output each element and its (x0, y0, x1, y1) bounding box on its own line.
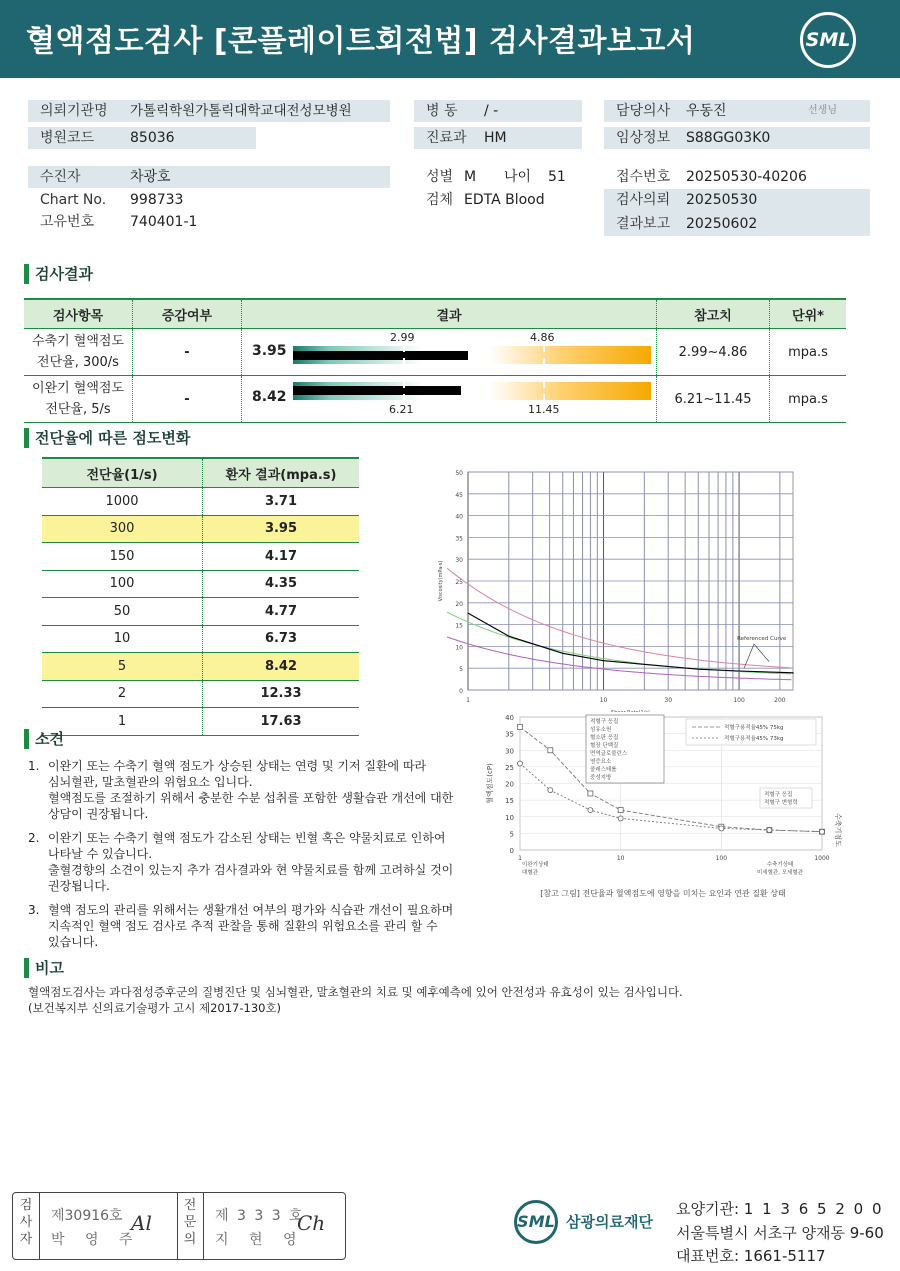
opinion-line: 혈액점도를 조절하기 위해서 충분한 수분 섭취를 포함한 생활습관 개선에 대한 (48, 791, 454, 805)
factor-item: 콜레스테롤 (590, 767, 617, 773)
doctor-field (604, 100, 870, 122)
results-header-ref: 참고치 (657, 299, 770, 329)
legend-entry: 적혈구용적율45% 73kg (724, 736, 784, 742)
gauge-low-label: 6.21 (389, 403, 414, 416)
opinion-line: 있습니다. (48, 935, 99, 949)
shear-rate: 50 (42, 598, 203, 626)
shear-rate: 2 (42, 680, 203, 708)
reference-point (719, 826, 724, 831)
result-ref: 6.21~11.45 (657, 376, 770, 423)
gauge-low-label: 2.99 (390, 331, 415, 344)
opinion-text (48, 758, 458, 822)
shear-value: 3.71 (203, 488, 360, 516)
result-row (24, 329, 846, 376)
clinical-label: 임상정보 (616, 130, 671, 146)
result-unit: mpa.s (770, 329, 847, 376)
shear-value: 12.33 (203, 680, 360, 708)
tech-label-char: 자 (19, 1232, 33, 1247)
spec-signature: Ch (297, 1211, 326, 1235)
x-tick-label: 30 (664, 697, 673, 704)
signature-box (12, 1192, 346, 1260)
remark-line1: 혈액점도검사는 과다점성증후군의 질병진단 및 심뇌혈관, 말초혈관의 치료 및 예후예측에 있어 안전성과 유효성이 있는 검사입니다. (28, 985, 683, 999)
opinion-line: 나타날 수 있습니다. (48, 847, 153, 861)
reference-point (548, 788, 553, 793)
result-item-line2: 전단율, 300/s (37, 355, 119, 370)
divider (39, 1193, 40, 1259)
doctor-label: 담당의사 (616, 103, 671, 119)
org-code-label: 요양기관: (676, 1200, 740, 1218)
results-header-item: 검사항목 (24, 299, 133, 329)
spec-license-no: 제 3 3 3 호 (215, 1208, 305, 1224)
shear-section-title: 전단율에 따른 점도변화 (24, 428, 190, 448)
dept-field (414, 127, 582, 149)
spec-label (183, 1197, 197, 1248)
reference-y-tick: 40 (505, 714, 514, 722)
shear-row (42, 680, 359, 708)
ward-label: 병 동 (426, 103, 458, 119)
doctor-suffix: 선생님 (808, 105, 837, 116)
reference-point (588, 791, 593, 796)
shear-row (42, 598, 359, 626)
clinical-field (604, 127, 870, 149)
opinion-line: 출혈경향의 소견이 있는지 추가 검사결과와 현 약물치료를 함께 고려하실 것이 (48, 863, 454, 877)
y-tick-label: 15 (455, 622, 463, 630)
y-tick-label: 50 (455, 470, 463, 477)
factor-item: 섬유소원 (590, 727, 612, 733)
sex-label: 성별 (426, 169, 454, 185)
reference-right-axis: 수축기점도 (834, 813, 842, 847)
divider (177, 1193, 178, 1259)
specimen-value: EDTA Blood (464, 192, 545, 208)
chart-label: Chart No. (40, 192, 107, 208)
sex-value: M (464, 169, 477, 185)
spec-label-char: 전 (183, 1198, 197, 1213)
reference-y-tick: 15 (505, 797, 514, 806)
factor-item: 면역글로불린스 (590, 751, 628, 757)
results-header-unit: 단위* (770, 299, 847, 329)
factor-item: 중성지방 (590, 775, 612, 781)
receipt-label: 접수번호 (616, 169, 671, 185)
org-phone-value: 1661-5117 (743, 1247, 826, 1265)
gauge-high-marker (543, 346, 545, 364)
dept-label: 진료과 (426, 130, 467, 146)
shear-rate: 1000 (42, 488, 203, 516)
shear-value: 4.17 (203, 543, 360, 571)
factor-item: 적혈구 응집 (590, 719, 619, 725)
result-gauge-bar (293, 382, 651, 400)
receipt-value: 20250530-40206 (686, 169, 807, 185)
uid-field (28, 211, 390, 233)
req-inst-field (28, 100, 390, 122)
reference-y-tick: 25 (505, 763, 514, 772)
uid-value: 740401-1 (130, 214, 198, 230)
tech-name: 박 영 주 (51, 1232, 141, 1248)
report-title: 혈액점도검사 [콘플레이트회전법] 검사결과보고서 (26, 24, 696, 59)
opinion-text (48, 830, 458, 894)
results-header-result: 결과 (242, 299, 657, 329)
opinion-number: 3. (28, 903, 40, 917)
date-block (604, 189, 870, 236)
report-header (0, 0, 900, 78)
left-note: 대혈관 (522, 870, 538, 876)
opinion-item (28, 830, 458, 894)
result-flag: - (133, 329, 242, 376)
reference-caption: [참고 그림] 전단율과 혈액점도에 영향을 미치는 요인과 연관 질환 상태 (540, 889, 786, 898)
shear-row (42, 708, 359, 736)
opinion-line: 이완기 또는 수축기 혈액 점도가 감소된 상태는 빈혈 혹은 약물치료로 인하여 (48, 831, 446, 845)
hosp-code-label: 병원코드 (40, 130, 95, 146)
y-tick-label: 20 (455, 600, 463, 608)
org-phone-label: 대표번호: (676, 1247, 740, 1265)
shear-row (42, 543, 359, 571)
reference-point (618, 808, 623, 813)
org-address: 서울특별시 서초구 양재동 9-60 (676, 1224, 884, 1242)
chart-value: 998733 (130, 192, 184, 208)
result-gauge-fill (293, 386, 461, 395)
shear-table (42, 457, 359, 736)
shear-rate: 1 (42, 708, 203, 736)
reference-y-tick: 35 (505, 730, 514, 739)
shear-rate: 100 (42, 570, 203, 598)
shear-value: 17.63 (203, 708, 360, 736)
reference-point (518, 724, 523, 729)
y-tick-label: 40 (455, 513, 463, 521)
sex-age-field (414, 166, 594, 188)
dept-value: HM (484, 130, 507, 146)
opinion-section-title: 소견 (24, 729, 64, 749)
y-axis-label: Viscosity(mPa·s) (438, 560, 444, 602)
report-date-value: 20250602 (686, 216, 758, 232)
factor-item: 염증요소 (590, 759, 612, 765)
factor-item: 혈장 단백질 (590, 743, 619, 749)
result-item (24, 376, 133, 423)
clinical-value: S88GG03K0 (686, 130, 771, 146)
opinion-line: 이완기 또는 수축기 혈액 점도가 상승된 상태는 연령 및 기저 질환에 따라 (48, 759, 427, 773)
opinion-text (48, 902, 458, 950)
deform-item: 적혈구 응집 (764, 792, 793, 798)
reference-point (518, 761, 523, 766)
deform-item: 적혈구 변형력 (764, 800, 798, 806)
result-item-line2: 전단율, 5/s (45, 402, 111, 417)
opinion-line: 상담이 권장됩니다. (48, 807, 149, 821)
opinion-item (28, 902, 458, 950)
shear-value: 8.42 (203, 653, 360, 681)
reference-y-tick: 0 (509, 847, 514, 855)
doctor-value: 우동진 (686, 103, 727, 119)
opinion-line: 지속적인 혈액 점도 검사로 추적 관찰을 통해 질환의 위험요소를 관리 할 수 (48, 919, 438, 933)
chart-annotation: Referenced Curve (737, 636, 787, 643)
gauge-low-marker (403, 346, 405, 364)
shear-value: 3.95 (203, 515, 360, 543)
shear-header-value: 환자 결과(mpa.s) (203, 458, 360, 488)
reference-y-tick: 30 (505, 747, 514, 756)
y-tick-label: 10 (455, 644, 463, 652)
y-tick-label: 45 (455, 491, 463, 499)
shear-rate: 10 (42, 625, 203, 653)
shear-row (42, 570, 359, 598)
shear-row (42, 625, 359, 653)
legend-entry: 적혈구용적율45% 75kg (724, 725, 784, 731)
gauge-high-label: 11.45 (528, 403, 560, 416)
tech-signature: Al (131, 1211, 152, 1235)
result-ref: 2.99~4.86 (657, 329, 770, 376)
opinion-line: 권장됩니다. (48, 879, 110, 893)
y-tick-label: 0 (459, 688, 463, 695)
viscosity-chart (428, 462, 800, 712)
specimen-label: 검체 (426, 192, 454, 208)
y-tick-label: 25 (455, 579, 463, 586)
shear-rate: 300 (42, 515, 203, 543)
factor-item: 혈소판 응집 (590, 735, 619, 741)
results-header-flag: 증감여부 (133, 299, 242, 329)
shear-rate: 150 (42, 543, 203, 571)
ward-value: / - (484, 103, 499, 119)
right-note: 수축기상태 (766, 862, 794, 868)
shear-row (42, 515, 359, 543)
remark-section-title: 비고 (24, 958, 64, 978)
result-item-line1: 수축기 혈액점도 (31, 334, 125, 349)
reference-y-tick: 5 (509, 830, 514, 839)
org-phone (676, 1245, 826, 1266)
result-item (24, 329, 133, 376)
result-value: 3.95 (252, 343, 287, 359)
chart-field (28, 189, 390, 211)
results-table (24, 298, 846, 423)
tech-label (19, 1197, 33, 1248)
hosp-code-value: 85036 (130, 130, 175, 146)
x-tick-label: 100 (733, 697, 745, 704)
spec-name: 지 현 영 (215, 1232, 305, 1248)
y-tick-label: 30 (455, 557, 463, 565)
y-tick-label: 35 (455, 535, 463, 543)
tech-label-char: 검 (19, 1198, 33, 1213)
shear-header-rate: 전단율(1/s) (42, 458, 203, 488)
reference-x-tick: 1 (518, 855, 522, 862)
specimen-field (414, 189, 594, 211)
remark-text (28, 984, 888, 1016)
patient-field (28, 166, 390, 188)
result-value-cell (242, 329, 657, 376)
report-date-label: 결과보고 (616, 216, 671, 232)
sml-logo: SML (800, 12, 856, 68)
age-value: 51 (548, 169, 566, 185)
tech-license-no: 제30916호 (51, 1208, 123, 1224)
org-code-value: 1 1 3 6 5 2 0 0 (743, 1200, 884, 1218)
reference-y-tick: 20 (505, 780, 514, 789)
shear-value: 4.35 (203, 570, 360, 598)
patient-value: 차광호 (130, 169, 171, 185)
opinion-line: 심뇌혈관, 말초혈관의 위험요소 입니다. (48, 775, 253, 789)
req-date-label: 검사의뢰 (616, 192, 671, 208)
x-tick-label: 200 (774, 697, 786, 704)
org-code (676, 1198, 884, 1219)
result-value-cell (242, 376, 657, 423)
reference-y-label: 혈액점도(cP) (486, 763, 494, 804)
divider (203, 1193, 204, 1259)
reference-x-tick: 100 (715, 855, 728, 862)
shear-rate: 5 (42, 653, 203, 681)
gauge-high-label: 4.86 (530, 331, 555, 344)
reference-x-tick: 1000 (814, 855, 830, 862)
req-date-value: 20250530 (686, 192, 758, 208)
age-label: 나이 (504, 169, 532, 185)
remark-line2: (보건복지부 신의료기술평가 고시 제2017-130호) (28, 1001, 282, 1015)
reference-point (767, 828, 772, 833)
left-note: 이완기상태 (522, 862, 549, 868)
reference-chart (480, 712, 846, 904)
reference-point (618, 816, 623, 821)
result-gauge-fill (293, 351, 468, 360)
shear-row (42, 653, 359, 681)
result-item-line1: 이완기 혈액점도 (31, 381, 125, 396)
gauge-low-marker (403, 382, 405, 400)
spec-label-char: 문 (183, 1215, 197, 1230)
spec-label-char: 의 (183, 1232, 197, 1247)
opinion-line: 혈액 점도의 관리를 위해서는 생활개선 여부의 평가와 식습관 개선이 필요하며 (48, 903, 454, 917)
result-flag: - (133, 376, 242, 423)
result-value: 8.42 (252, 389, 287, 405)
patient-label: 수진자 (40, 169, 81, 185)
ward-field (414, 100, 582, 122)
result-row (24, 376, 846, 423)
req-inst-value: 가톨릭학원가톨릭대학교대전성모병원 (130, 103, 352, 119)
reference-point (548, 748, 553, 753)
opinion-number: 2. (28, 831, 40, 845)
req-inst-label: 의뢰기관명 (40, 103, 108, 119)
reference-y-tick: 10 (505, 813, 514, 822)
org-name: 삼광의료재단 (566, 1213, 653, 1231)
x-tick-label: 10 (599, 697, 608, 704)
opinion-item (28, 758, 458, 822)
hosp-code-field (28, 127, 256, 149)
shear-value: 4.77 (203, 598, 360, 626)
reference-point (820, 829, 825, 834)
reference-point (588, 808, 593, 813)
org-logo: SML (514, 1200, 558, 1244)
gauge-high-marker (543, 382, 545, 400)
right-note: 미세혈관, 모세혈관 (756, 870, 804, 876)
y-tick-label: 5 (459, 666, 463, 674)
shear-value: 6.73 (203, 625, 360, 653)
x-tick-label: 1 (466, 697, 470, 704)
result-gauge-bar (293, 346, 651, 364)
result-unit: mpa.s (770, 376, 847, 423)
results-section-title: 검사결과 (24, 264, 93, 284)
opinion-number: 1. (28, 759, 40, 773)
reference-x-tick: 10 (616, 855, 625, 862)
receipt-field (604, 166, 870, 188)
uid-label: 고유번호 (40, 214, 95, 230)
shear-row (42, 488, 359, 516)
tech-label-char: 사 (19, 1215, 33, 1230)
